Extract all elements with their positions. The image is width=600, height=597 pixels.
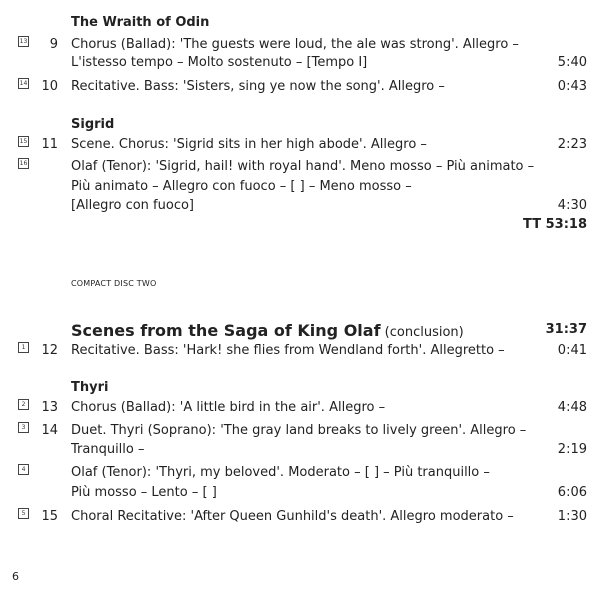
track-text: Olaf (Tenor): 'Sigrid, hail! with royal hand'. Meno mosso – Più animato – bbox=[71, 159, 535, 174]
section-heading-thyri: Thyri bbox=[71, 380, 109, 395]
track-box-3: 3 bbox=[18, 422, 29, 433]
cue-number: 12 bbox=[41, 343, 58, 358]
total-time: TT 53:18 bbox=[523, 217, 587, 232]
section-heading-sigrid: Sigrid bbox=[71, 117, 115, 132]
track-text: [Allegro con fuoco] bbox=[71, 198, 194, 213]
page-number: 6 bbox=[12, 570, 19, 583]
track-duration: 5:40 bbox=[557, 55, 587, 70]
track-box-15: 15 bbox=[19, 138, 28, 145]
track-box-13: 13 bbox=[19, 38, 28, 45]
track-text: Più mosso – Lento – [ ] bbox=[71, 485, 217, 500]
cue-number: 10 bbox=[41, 79, 58, 94]
track-box-5: 5 bbox=[18, 508, 29, 519]
track-duration: 2:19 bbox=[557, 442, 587, 457]
work-title: Scenes from the Saga of King Olaf (conclusion) bbox=[71, 321, 464, 340]
cue-number: 15 bbox=[41, 509, 58, 524]
section-heading-wraith: The Wraith of Odin bbox=[71, 15, 210, 30]
track-box-2: 2 bbox=[18, 399, 29, 410]
disc-label: COMPACT DISC TWO bbox=[71, 279, 157, 288]
track-duration: 0:43 bbox=[557, 79, 587, 94]
track-text: Choral Recitative: 'After Queen Gunhild's death'. Allegro moderato – bbox=[71, 509, 514, 524]
track-text: Recitative. Bass: 'Hark! she flies from Wendland forth'. Allegretto – bbox=[71, 343, 505, 358]
track-text: Chorus (Ballad): 'A little bird in the air'. Allegro – bbox=[71, 400, 386, 415]
track-box-16: 16 bbox=[19, 160, 28, 167]
track-duration: 0:41 bbox=[557, 343, 587, 358]
track-duration: 2:23 bbox=[557, 137, 587, 152]
track-duration: 4:30 bbox=[557, 198, 587, 213]
track-text: Recitative. Bass: 'Sisters, sing ye now the song'. Allegro – bbox=[71, 79, 445, 94]
track-duration: 6:06 bbox=[557, 485, 587, 500]
track-box-4: 4 bbox=[18, 464, 29, 475]
cue-number: 11 bbox=[41, 137, 58, 152]
track-box-1: 1 bbox=[18, 342, 29, 353]
track-text: Chorus (Ballad): 'The guests were loud, the ale was strong'. Allegro – bbox=[71, 37, 519, 52]
cue-number: 9 bbox=[49, 37, 58, 52]
track-text: Olaf (Tenor): 'Thyri, my beloved'. Moderato – [ ] – Più tranquillo – bbox=[71, 465, 490, 480]
track-duration: 4:48 bbox=[557, 400, 587, 415]
track-text: Scene. Chorus: 'Sigrid sits in her high abode'. Allegro – bbox=[71, 137, 427, 152]
track-duration: 1:30 bbox=[557, 509, 587, 524]
work-duration: 31:37 bbox=[545, 322, 587, 337]
cue-number: 13 bbox=[41, 400, 58, 415]
track-text: Più animato – Allegro con fuoco – [ ] – Meno mosso – bbox=[71, 179, 412, 194]
work-subtitle: (conclusion) bbox=[380, 325, 464, 340]
track-text: Tranquillo – bbox=[71, 442, 145, 457]
cue-number: 14 bbox=[41, 423, 58, 438]
track-text: L'istesso tempo – Molto sostenuto – [Tempo I] bbox=[71, 55, 368, 70]
track-box-14: 14 bbox=[19, 80, 28, 87]
track-text: Duet. Thyri (Soprano): 'The gray land breaks to lively green'. Allegro – bbox=[71, 423, 527, 438]
